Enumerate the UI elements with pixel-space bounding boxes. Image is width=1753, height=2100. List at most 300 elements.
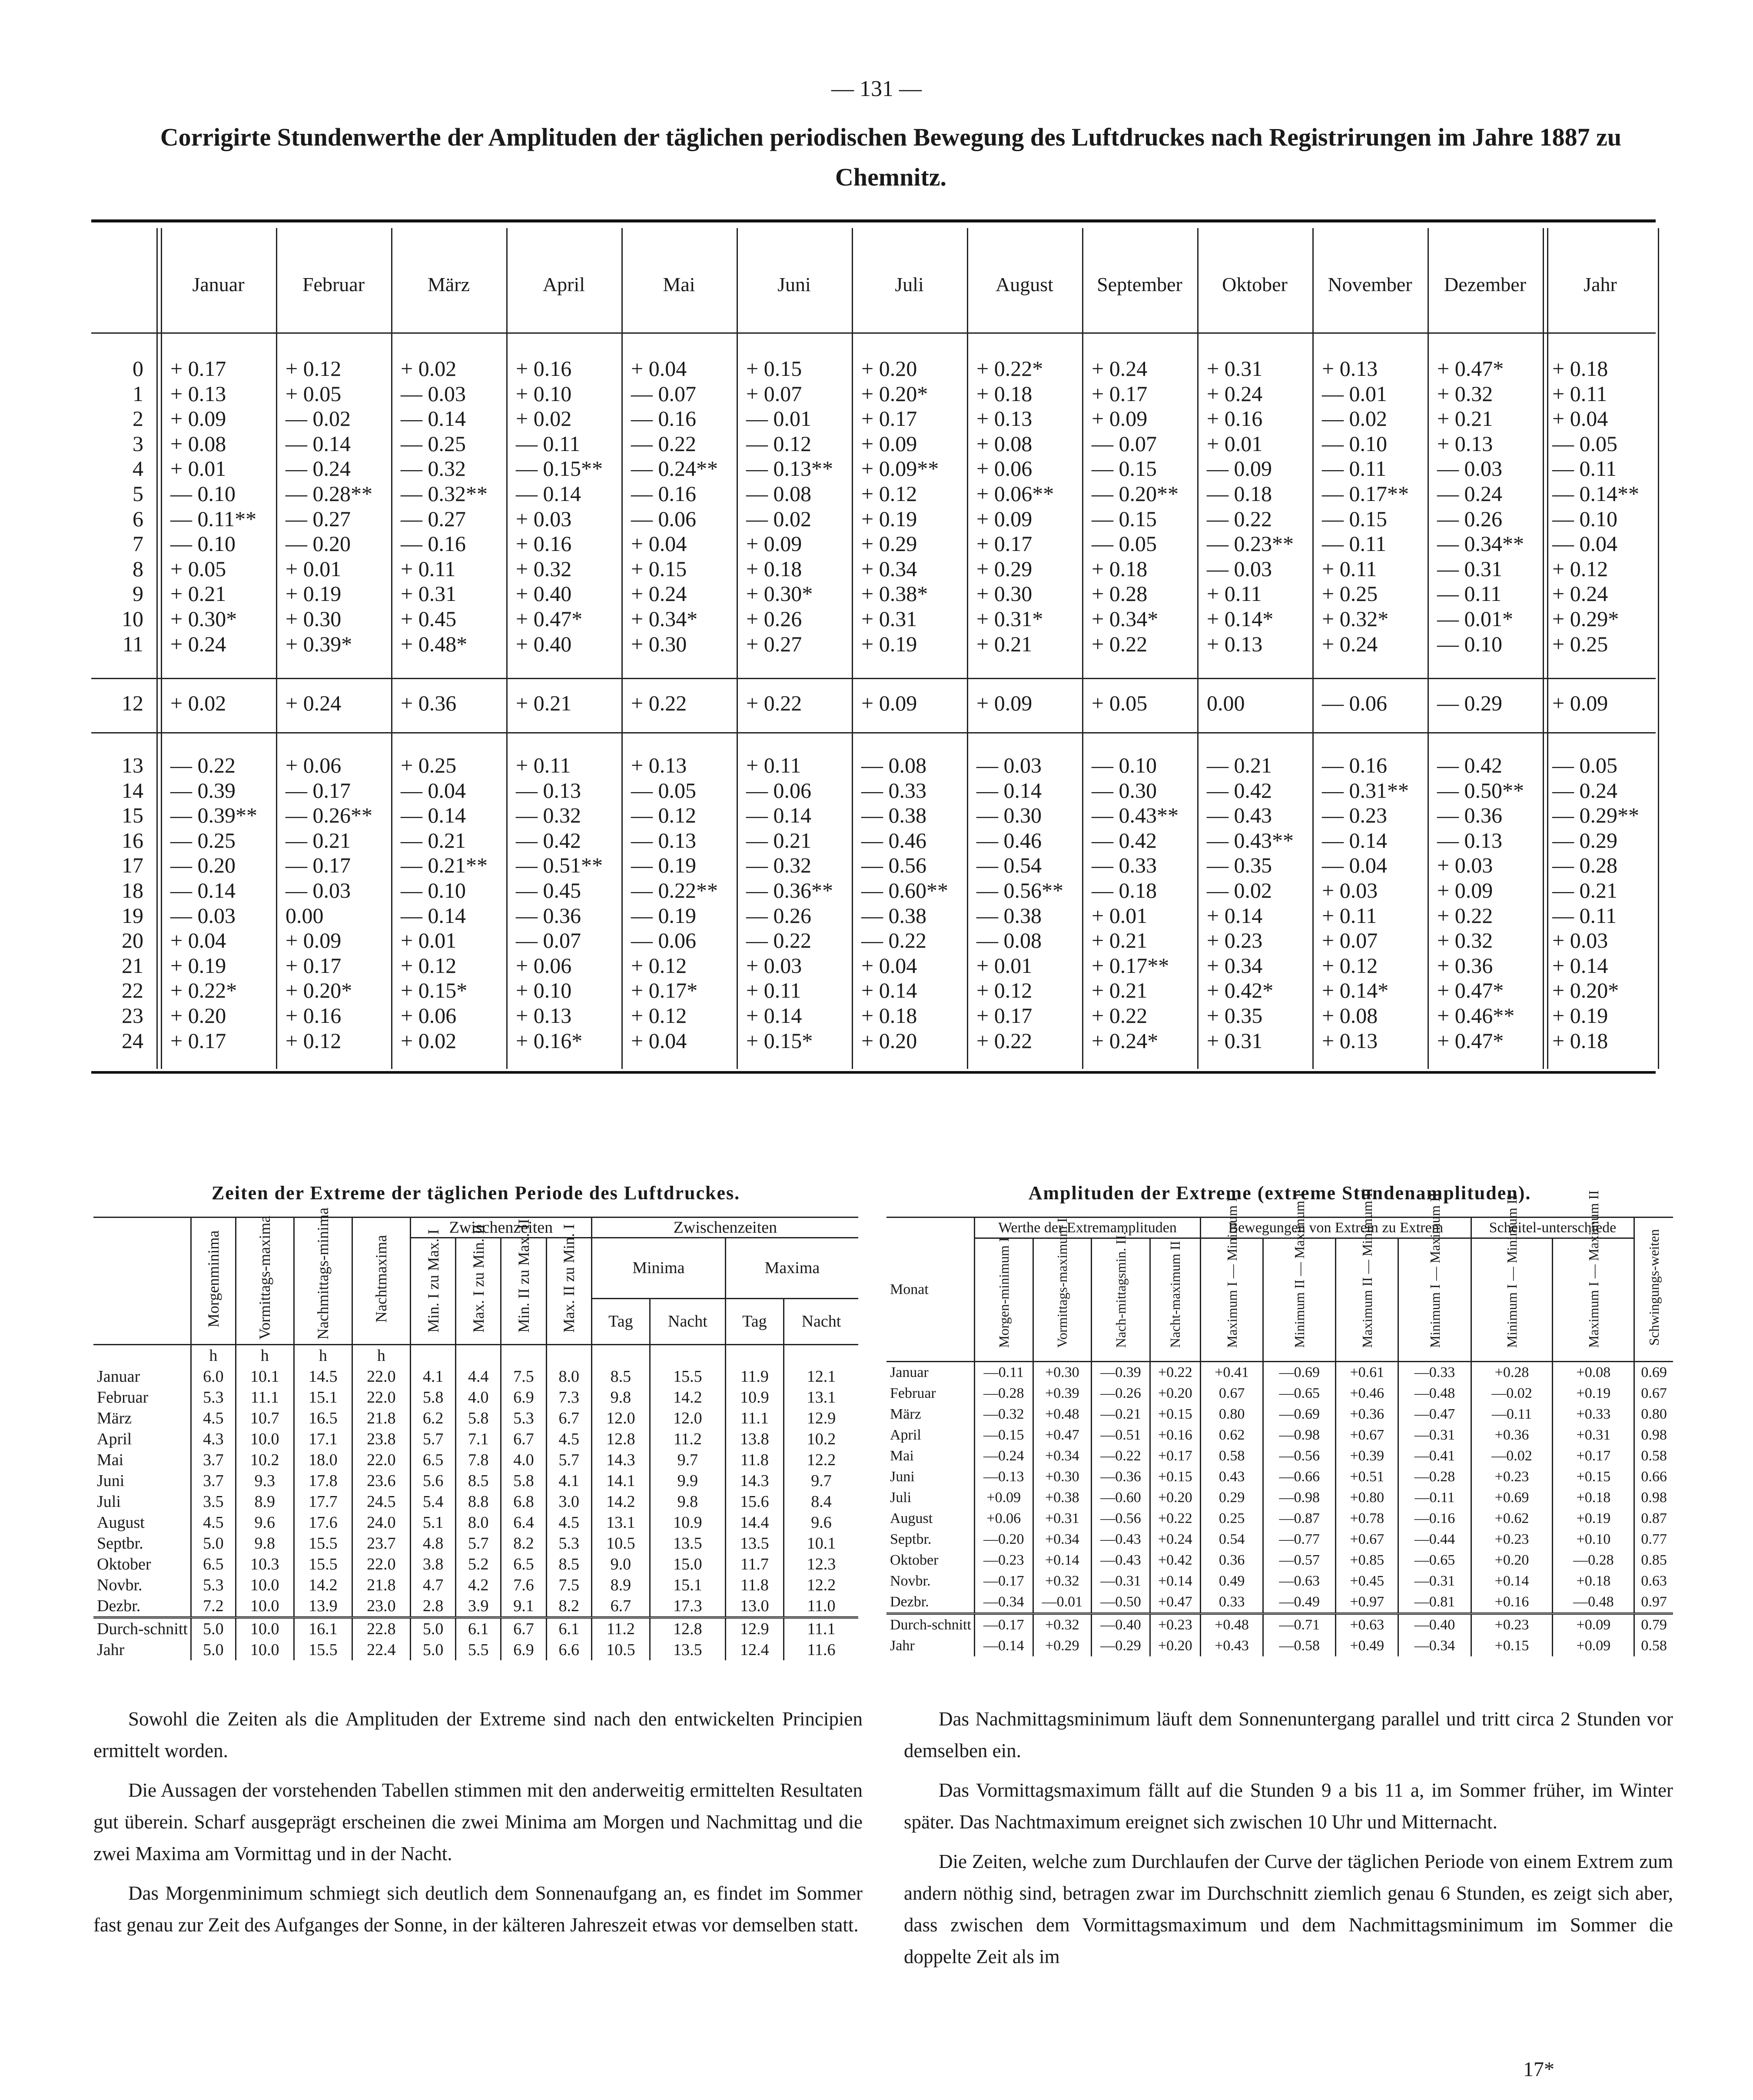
table-cell: 4.0 [456, 1387, 501, 1408]
table-cell: 4.1 [410, 1366, 455, 1387]
hour-label: 6 [133, 506, 143, 531]
value-cell: — 0.14 [286, 431, 351, 456]
table-cell: 0.80 [1200, 1404, 1263, 1425]
column-rule [276, 228, 277, 1069]
table-cell: 7.6 [501, 1575, 546, 1596]
row-label: Septbr. [97, 1534, 143, 1553]
value-cell: — 0.50** [1437, 778, 1524, 803]
table-cell: —0.36 [1092, 1466, 1150, 1487]
table-cell: 10.9 [650, 1512, 725, 1533]
table-row [886, 1550, 1673, 1571]
value-cell: + 0.22 [631, 691, 687, 715]
table-cell: +0.49 [1336, 1636, 1398, 1656]
value-cell: — 0.29** [1552, 803, 1639, 828]
table-cell: +0.62 [1471, 1508, 1553, 1529]
table-cell: 14.4 [725, 1512, 784, 1533]
value-cell: + 0.06 [401, 1003, 457, 1028]
table-cell: 10.9 [725, 1387, 784, 1408]
row-label: Oktober [97, 1555, 151, 1573]
value-cell: + 0.18 [746, 556, 802, 581]
table-cell: —0.81 [1398, 1592, 1471, 1614]
value-cell: + 0.22 [746, 691, 802, 715]
table-cell: +0.63 [1336, 1614, 1398, 1636]
table-cell: 5.3 [501, 1408, 546, 1429]
table-row [886, 1466, 1673, 1487]
value-cell: — 0.42 [1092, 828, 1157, 853]
table-cell: 7.5 [501, 1366, 546, 1387]
value-cell: + 0.34* [631, 606, 698, 631]
table-cell: 9.0 [591, 1554, 650, 1575]
table-cell: 12.2 [784, 1450, 858, 1470]
table-cell: 10.0 [236, 1429, 294, 1450]
value-cell: + 0.30* [746, 581, 813, 606]
table-cell: 22.0 [352, 1554, 410, 1575]
value-cell: — 0.36 [516, 903, 581, 928]
value-cell: — 0.14 [976, 778, 1042, 803]
value-cell: + 0.12 [631, 1003, 687, 1028]
value-cell: + 0.12 [1552, 556, 1608, 581]
col-min1-max1: Min. I zu Max. I [410, 1238, 455, 1345]
value-cell: — 0.04 [1552, 531, 1617, 556]
value-cell: — 0.07 [1092, 431, 1157, 456]
table-cell: +0.34 [1033, 1446, 1092, 1466]
table-cell: +0.36 [1471, 1425, 1553, 1446]
month-values [401, 356, 488, 657]
table-cell: 13.0 [725, 1596, 784, 1618]
table-cell: +0.33 [1553, 1404, 1634, 1425]
hour-label: 2 [133, 406, 143, 431]
value-cell: + 0.21 [976, 631, 1033, 656]
hour-label: 9 [133, 581, 143, 606]
table-cell: 4.5 [191, 1512, 236, 1533]
table-cell: +0.09 [1553, 1636, 1634, 1656]
value-cell: + 0.19 [861, 506, 917, 531]
column-rule [161, 228, 162, 1069]
table-cell: +0.09 [974, 1487, 1033, 1508]
row-label: August [890, 1510, 933, 1526]
table-cell: 0.25 [1200, 1508, 1263, 1529]
value-cell: — 0.07 [631, 381, 696, 406]
table-row [93, 1429, 858, 1450]
table-cell: 17.6 [294, 1512, 352, 1533]
value-cell: + 0.09 [286, 928, 342, 953]
table-cell: —0.14 [974, 1636, 1033, 1656]
value-cell: + 0.13 [1207, 631, 1263, 656]
hour-labels [91, 691, 143, 716]
col-schwingungsweiten: Schwingungs-weiten [1634, 1218, 1673, 1362]
column-rule [156, 228, 158, 1069]
table-cell: +0.22 [1150, 1362, 1200, 1383]
table-cell: 14.1 [591, 1470, 650, 1491]
value-cell: + 0.01 [1207, 431, 1263, 456]
value-cell: + 0.32 [1437, 928, 1493, 953]
table-cell: 6.1 [546, 1618, 591, 1640]
column-rule [1312, 228, 1314, 1069]
table-cell: —0.11 [1398, 1487, 1471, 1508]
row-label: März [890, 1406, 921, 1422]
value-cell: — 0.13 [516, 778, 581, 803]
table-cell: +0.78 [1336, 1508, 1398, 1529]
table-cell: 4.5 [546, 1512, 591, 1533]
value-cell: 0.00 [1207, 691, 1245, 715]
table-cell: 3.5 [191, 1491, 236, 1512]
row-label: März [97, 1409, 132, 1427]
month-values [401, 691, 456, 716]
column-rule [852, 228, 853, 1069]
column-header: Dezember [1444, 273, 1526, 295]
paragraph: Das Vormittagsmaximum fällt auf die Stunden 9 a bis 11 a, im Sommer früher, im Winter später. Das Nachtmaximum ereignet sich zwischen 10 Uhr und Mitternacht. [904, 1779, 1673, 1833]
value-cell: — 0.17 [286, 853, 351, 878]
table-row [93, 1596, 858, 1618]
table-cell: 5.5 [456, 1639, 501, 1660]
table-cell: 8.9 [591, 1575, 650, 1596]
value-cell: + 0.32* [1322, 606, 1389, 631]
table-cell: —0.49 [1263, 1592, 1336, 1614]
value-cell: — 0.14 [401, 803, 466, 828]
col-bewegungen: Bewegungen von Extrem zu Extrem [1200, 1218, 1471, 1238]
value-cell: + 0.08 [1322, 1003, 1378, 1028]
value-cell: — 0.10 [170, 531, 236, 556]
value-cell: + 0.47* [1437, 978, 1504, 1003]
table-cell: +0.51 [1336, 1466, 1398, 1487]
table-cell: 22.0 [352, 1366, 410, 1387]
value-cell: — 0.13 [1437, 828, 1502, 853]
col-b3: Maximum II — Minimum II [1336, 1238, 1398, 1362]
value-cell: + 0.39* [286, 631, 352, 656]
value-cell: — 0.14 [516, 481, 581, 506]
table-cell: 21.8 [352, 1575, 410, 1596]
row-label: Dezbr. [890, 1594, 929, 1610]
value-cell: + 0.11 [401, 556, 456, 581]
value-cell: — 0.18 [1207, 481, 1272, 506]
table-cell: +0.14 [1471, 1571, 1553, 1592]
value-cell: + 0.16 [516, 356, 572, 381]
value-cell: + 0.10 [516, 381, 572, 406]
table-cell: 0.98 [1634, 1487, 1673, 1508]
table-cell: 4.5 [191, 1408, 236, 1429]
table-cell: 16.1 [294, 1618, 352, 1640]
table-cell: 23.8 [352, 1429, 410, 1450]
value-cell: + 0.46** [1437, 1003, 1515, 1028]
value-cell: — 0.21 [1207, 753, 1272, 777]
value-cell: + 0.31* [976, 606, 1043, 631]
table-cell: 23.6 [352, 1470, 410, 1491]
column-header: Jahr [1584, 273, 1617, 295]
table-cell: +0.36 [1336, 1404, 1398, 1425]
page-number: — 131 — [831, 76, 922, 101]
table-cell: 11.1 [236, 1387, 294, 1408]
value-cell: — 0.16 [401, 531, 466, 556]
table-cell: —0.39 [1092, 1362, 1150, 1383]
value-cell: + 0.02 [401, 356, 457, 381]
value-cell: — 0.14 [401, 406, 466, 431]
table-cell: —0.69 [1263, 1404, 1336, 1425]
table-cell: +0.46 [1336, 1383, 1398, 1404]
value-cell: — 0.11 [1437, 581, 1502, 606]
value-cell: + 0.18 [1552, 356, 1608, 381]
zeiten-rows [93, 1345, 858, 1618]
value-cell: + 0.22* [170, 978, 237, 1003]
table-cell: 0.62 [1200, 1425, 1263, 1446]
value-cell: + 0.24 [631, 581, 687, 606]
month-values [1322, 356, 1409, 657]
value-cell: + 0.11 [746, 978, 801, 1003]
hour-label: 20 [122, 928, 143, 953]
hour-label: 14 [122, 778, 143, 803]
value-cell: — 0.25 [401, 431, 466, 456]
value-cell: — 0.17** [1322, 481, 1409, 506]
col-b1: Maximum I — Minimum I [1200, 1238, 1263, 1362]
table-cell: 10.0 [236, 1575, 294, 1596]
value-cell: + 0.29 [861, 531, 917, 556]
hour-label: 16 [122, 828, 143, 853]
col-vormittagsmaximum: Vormittags-maximum I [1033, 1238, 1092, 1362]
value-cell: — 0.32 [516, 803, 581, 828]
unit-label: h [236, 1345, 294, 1367]
table-cell: 9.1 [501, 1596, 546, 1618]
value-cell: + 0.12 [401, 953, 457, 978]
value-cell: + 0.12 [631, 953, 687, 978]
table-cell: 23.0 [352, 1596, 410, 1618]
table-row [886, 1446, 1673, 1466]
value-cell: + 0.12 [976, 978, 1033, 1003]
value-cell: — 0.17 [286, 778, 351, 803]
value-cell: + 0.19 [286, 581, 342, 606]
table-cell: +0.67 [1336, 1529, 1398, 1550]
table-cell: 14.3 [725, 1470, 784, 1491]
value-cell: + 0.02 [170, 691, 226, 715]
value-cell: + 0.04 [631, 1028, 687, 1053]
table-cell: —0.28 [1398, 1466, 1471, 1487]
table-cell: —0.58 [1263, 1636, 1336, 1656]
value-cell: + 0.01 [1092, 903, 1148, 928]
value-cell: — 0.35 [1207, 853, 1272, 878]
value-cell: + 0.07 [1322, 928, 1378, 953]
value-cell: — 0.03 [401, 381, 466, 406]
value-cell: + 0.11 [516, 753, 571, 777]
table-cell: 11.8 [725, 1575, 784, 1596]
value-cell: — 0.18 [1092, 878, 1157, 902]
value-cell: — 0.32 [746, 853, 811, 878]
column-header: September [1097, 273, 1182, 295]
value-cell: + 0.13 [1322, 1028, 1378, 1053]
table-cell: +0.17 [1150, 1446, 1200, 1466]
table-cell: 24.5 [352, 1491, 410, 1512]
value-cell: — 0.33 [861, 778, 926, 803]
value-cell: — 0.43 [1207, 803, 1272, 828]
table-cell: 0.98 [1634, 1425, 1673, 1446]
hour-labels [91, 356, 143, 657]
value-cell: + 0.23 [1207, 928, 1263, 953]
table-row [93, 1470, 858, 1491]
value-cell: + 0.16* [516, 1028, 583, 1053]
value-cell: + 0.07 [746, 381, 802, 406]
amplituden-title: Amplituden der Extreme (extreme Stundenamplituden). [1028, 1182, 1531, 1204]
table-cell: 0.97 [1634, 1592, 1673, 1614]
table-cell: 6.6 [546, 1639, 591, 1660]
table-cell: —0.98 [1263, 1425, 1336, 1446]
month-values [1092, 356, 1179, 657]
value-cell: + 0.01 [170, 456, 226, 481]
value-cell: — 0.25 [170, 828, 236, 853]
value-cell: + 0.45 [401, 606, 457, 631]
table-cell: +0.31 [1033, 1508, 1092, 1529]
table-cell: 5.7 [410, 1429, 455, 1450]
value-cell: + 0.13 [170, 381, 226, 406]
value-cell: — 0.13** [746, 456, 833, 481]
row-label: Durch-schnitt [93, 1618, 191, 1640]
value-cell: — 0.09 [1207, 456, 1272, 481]
column-header: Juni [777, 273, 811, 295]
table-cell: 10.5 [591, 1533, 650, 1554]
page-title: Corrigirte Stundenwerthe der Amplituden der täglichen periodischen Bewegung des Luftdruckes nach Registrirungen im Jahre 1887 zu Chemnitz. [160, 123, 1622, 191]
value-cell: + 0.17 [1092, 381, 1148, 406]
table-cell: —0.29 [1092, 1636, 1150, 1656]
table-cell: 5.3 [546, 1533, 591, 1554]
table-cell: 10.1 [784, 1533, 858, 1554]
value-cell: + 0.29* [1552, 606, 1619, 631]
block-rule [91, 678, 1656, 679]
month-values [516, 753, 603, 1053]
table-cell: +0.08 [1553, 1362, 1634, 1383]
value-cell: — 0.10 [1552, 506, 1617, 531]
table-cell: 9.7 [650, 1450, 725, 1470]
value-cell: — 0.21 [401, 828, 466, 853]
table-cell: 14.2 [591, 1491, 650, 1512]
value-cell: + 0.20* [286, 978, 352, 1003]
value-cell: + 0.05 [1092, 691, 1148, 715]
value-cell: — 0.22 [746, 928, 811, 953]
hour-label: 15 [122, 803, 143, 828]
unit-label: h [294, 1345, 352, 1367]
value-cell: — 0.24** [631, 456, 718, 481]
value-cell: + 0.01 [401, 928, 457, 953]
value-cell: — 0.27 [401, 506, 466, 531]
value-cell: — 0.24 [1552, 778, 1617, 803]
value-cell: — 0.24 [286, 456, 351, 481]
table-cell: 4.7 [410, 1575, 455, 1596]
value-cell: + 0.17 [976, 531, 1033, 556]
table-cell: 22.0 [352, 1387, 410, 1408]
table-cell: 13.1 [784, 1387, 858, 1408]
table-cell: 18.0 [294, 1450, 352, 1470]
table-cell: 15.5 [650, 1366, 725, 1387]
table-cell: 4.4 [456, 1366, 501, 1387]
table-cell: —0.65 [1398, 1550, 1471, 1571]
table-cell: 9.8 [650, 1491, 725, 1512]
table-cell: —0.44 [1398, 1529, 1471, 1550]
value-cell: — 0.02 [286, 406, 351, 431]
table-bottom-rule [91, 1071, 1656, 1074]
table-cell: 22.4 [352, 1639, 410, 1660]
value-cell: + 0.15* [401, 978, 468, 1003]
month-values [1322, 753, 1409, 1053]
paragraph: Sowohl die Zeiten als die Amplituden der Extreme sind nach den entwickelten Principien ermittelt worden. [93, 1708, 863, 1762]
value-cell: + 0.09 [861, 691, 917, 715]
column-rule [1082, 228, 1083, 1069]
value-cell: — 0.21 [746, 828, 811, 853]
table-cell: 22.8 [352, 1618, 410, 1640]
table-cell: —0.16 [1398, 1508, 1471, 1529]
hour-label: 3 [133, 431, 143, 456]
value-cell: + 0.18 [976, 381, 1033, 406]
row-label: April [97, 1430, 132, 1448]
value-cell: + 0.18 [1552, 1028, 1608, 1053]
table-cell: 12.8 [591, 1429, 650, 1450]
month-values [746, 753, 833, 1053]
month-values [286, 691, 341, 716]
value-cell: + 0.04 [170, 928, 226, 953]
table-cell: —0.41 [1398, 1446, 1471, 1466]
table-cell: 5.6 [410, 1470, 455, 1491]
table-cell: +0.28 [1471, 1362, 1553, 1383]
table-cell: 12.9 [784, 1408, 858, 1429]
value-cell: + 0.22 [1092, 631, 1148, 656]
value-cell: + 0.26 [746, 606, 802, 631]
table-cell: +0.14 [1033, 1550, 1092, 1571]
table-cell: —0.66 [1263, 1466, 1336, 1487]
value-cell: — 0.07 [516, 928, 581, 953]
table-cell: 11.1 [784, 1618, 858, 1640]
table-cell: 14.5 [294, 1366, 352, 1387]
row-label: Januar [97, 1367, 140, 1386]
month-values [170, 356, 256, 657]
col-zwischenzeiten-2: Zwischenzeiten [591, 1218, 858, 1238]
value-cell: — 0.20 [286, 531, 351, 556]
value-cell: — 0.22 [631, 431, 696, 456]
value-cell: + 0.47* [1437, 356, 1504, 381]
table-cell: —0.17 [974, 1571, 1033, 1592]
value-cell: — 0.19 [631, 853, 696, 878]
table-cell: 7.3 [546, 1387, 591, 1408]
value-cell: — 0.56** [976, 878, 1063, 902]
value-cell: + 0.01 [976, 953, 1033, 978]
value-cell: — 0.08 [976, 928, 1042, 953]
value-cell: + 0.24 [1207, 381, 1263, 406]
column-rule [506, 228, 508, 1069]
table-row [93, 1366, 858, 1387]
month-values [1437, 356, 1524, 657]
value-cell: — 0.36 [1437, 803, 1502, 828]
value-cell: + 0.01 [286, 556, 342, 581]
table-row [93, 1575, 858, 1596]
value-cell: + 0.09 [170, 406, 226, 431]
value-cell: + 0.31 [1207, 356, 1263, 381]
table-cell: +0.23 [1471, 1529, 1553, 1550]
table-row [886, 1592, 1673, 1614]
table-cell: 13.5 [650, 1533, 725, 1554]
value-cell: + 0.19 [170, 953, 226, 978]
table-cell: 14.3 [591, 1450, 650, 1470]
table-cell: 4.1 [546, 1470, 591, 1491]
value-cell: + 0.24 [286, 691, 342, 715]
table-cell: +0.47 [1150, 1592, 1200, 1614]
table-top-rule [91, 219, 1656, 222]
value-cell: + 0.22 [976, 1028, 1033, 1053]
value-cell: — 0.56 [861, 853, 926, 878]
col-morgenminimum: Morgen-minimum I [974, 1238, 1033, 1362]
value-cell: + 0.03 [1322, 878, 1378, 902]
col-morgenminima: Morgenminima [191, 1218, 236, 1345]
table-cell: 0.58 [1634, 1446, 1673, 1466]
value-cell: — 0.20** [1092, 481, 1179, 506]
table-cell: 9.3 [236, 1470, 294, 1491]
value-cell: — 0.15 [1092, 456, 1157, 481]
table-cell: 11.0 [784, 1596, 858, 1618]
table-cell: 9.6 [236, 1512, 294, 1533]
table-cell: —0.33 [1398, 1362, 1471, 1383]
month-values [976, 691, 1032, 716]
